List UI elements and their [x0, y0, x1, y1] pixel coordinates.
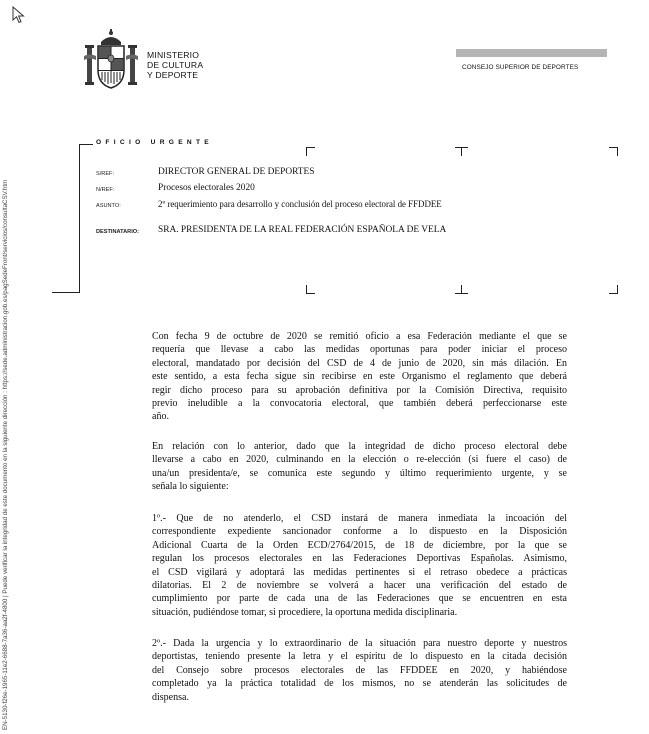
- ministry-line: Y DEPORTE: [147, 70, 199, 80]
- asunto-value: 2º requerimiento para desarrollo y conclusión del proceso electoral de FFDDEE: [158, 199, 442, 209]
- text-line: este sentido, a esta fecha sigue sin recibirse en este Organismo el reglamento que deberá: [152, 371, 567, 383]
- text-line: requería que llevase a cabo las medidas oportunas para poder iniciar el proceso: [152, 344, 567, 356]
- text-line: dilatorias. El 2 de noviembre se volverá a hacer una verificación del estado de: [152, 580, 567, 592]
- bracket-vertical-line: [79, 144, 80, 293]
- ministry-line: MINISTERIO: [147, 50, 200, 60]
- text-line: Con fecha 9 de octubre de 2020 se remitió oficio a esa Federación mediante el que se: [152, 331, 567, 342]
- text-line: una/un presidenta/e, se comunica este segundo y último requerimiento urgente, y se: [152, 467, 567, 479]
- sref-label: S/REF:: [96, 171, 115, 177]
- text-line: 1º.- Que de no atenderlo, el CSD instará de manera inmediata la incoación del: [152, 513, 567, 524]
- destinatario-label: DESTINATARIO:: [96, 229, 139, 235]
- paragraph-4: [152, 637, 567, 704]
- verification-side-text: EN-5130-f26e-1965-11e2-6688-7a36-aa2f-4800 | Puede verificar la integridad de este documento en la siguiente dirección : https://sede.administracion.gob.es/pagSedeFront/servicios/consultaCSV.htm: [2, 179, 9, 730]
- text-line: 2º.- Dada la urgencia y lo extraordinario de la situación para nuestro deporte y nuestros: [152, 638, 567, 649]
- text-line: deportistas, teniendo presente la letra y el espíritu de lo dispuesto en la citada decisión: [152, 651, 567, 663]
- text-line: En relación con lo anterior, dado que la integridad de dicho proceso electoral debe: [152, 441, 567, 452]
- destinatario-value: SRA. PRESIDENTA DE LA REAL FEDERACIÓN ESPAÑOLA DE VELA: [158, 225, 447, 235]
- ministry-name: [147, 50, 203, 80]
- council-name: CONSEJO SUPERIOR DE DEPORTES: [462, 64, 579, 71]
- nref-value: Procesos electorales 2020: [158, 183, 255, 193]
- mouse-pointer-icon: [12, 6, 26, 24]
- oficio-title: OFICIO URGENTE: [96, 139, 213, 146]
- text-line: señala lo siguiente:: [152, 481, 229, 493]
- text-line: situación, pudiéndose tomar, si procediere, la oportuna medida disciplinaria.: [152, 606, 458, 618]
- ministry-line: DE CULTURA: [147, 60, 204, 70]
- paragraph-2: [152, 440, 567, 494]
- header-grey-bar: [456, 49, 607, 57]
- paragraph-1: [152, 330, 567, 424]
- sref-value: DIRECTOR GENERAL DE DEPORTES: [158, 167, 315, 177]
- text-line: dispensa.: [152, 691, 189, 703]
- text-line: correspondiente expediente sancionador conforme a lo dispuesto en la Disposición: [152, 526, 567, 538]
- text-line: regir dicho proceso para su aprobación definitiva por la Comisión Directiva, requisito: [152, 384, 567, 396]
- text-line: del Consejo sobre procesos electorales de las FFDDEE en 2020, y habiéndose: [152, 664, 567, 676]
- nref-label: N/REF:: [96, 187, 115, 193]
- bracket-top-line: [79, 144, 93, 145]
- text-line: electoral, mandatado por decisión del CSD de 4 de junio de 2020, sin más dilación. En: [152, 357, 567, 369]
- text-line: Adicional Cuarta de la Orden ECD/2764/2015, de 18 de diciembre, por la que se: [152, 539, 567, 551]
- paragraph-3: [152, 512, 567, 619]
- bracket-bottom-line: [52, 292, 80, 293]
- text-line: llevarse a cabo en 2020, culminando en la elección o re-elección (si fuere el caso) de: [152, 454, 567, 466]
- text-line: cumplimiento por parte de cada una de las Federaciones que se encuentren en esta: [152, 593, 567, 605]
- text-line: regulan los procesos electorales en las Federaciones Deportivas Españolas. Asimismo,: [152, 553, 567, 565]
- text-line: previo ineludible a la convocatoria electoral, que también deberá perfeccionarse este: [152, 398, 567, 410]
- text-line: completado ya la práctica totalidad de los mismos, no se atenderán las solicitudes de: [152, 678, 567, 690]
- coat-of-arms-icon: [81, 28, 141, 92]
- asunto-label: ASUNTO:: [96, 203, 121, 209]
- text-line: el CSD vigilará y adoptará las medidas pertinentes si el retraso obedece a prácticas: [152, 566, 567, 578]
- text-line: año.: [152, 411, 169, 423]
